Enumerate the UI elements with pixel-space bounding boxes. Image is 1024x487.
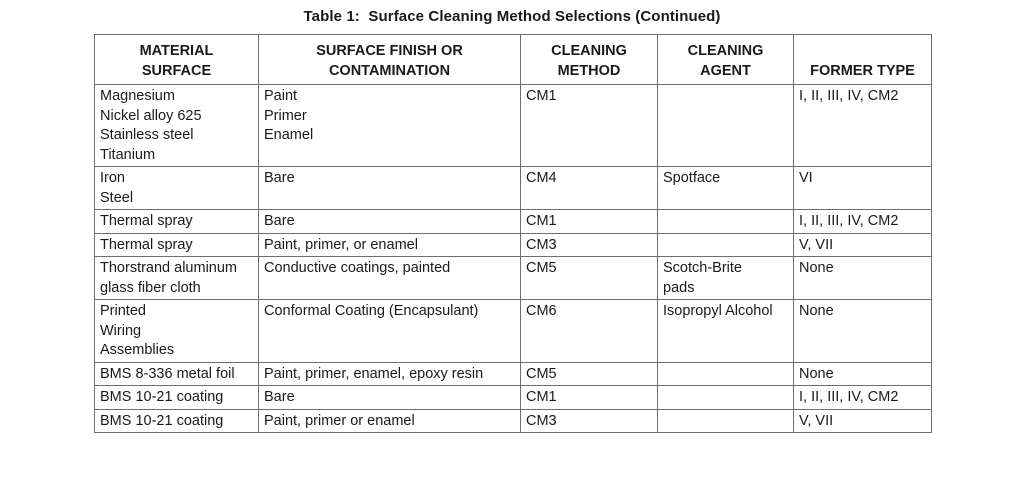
cell-line: CM3 (526, 412, 557, 429)
cell-line: Bare (264, 213, 295, 229)
header-line: FORMER TYPE (810, 63, 915, 79)
cell-line: None (799, 303, 834, 319)
cell-former-type (794, 167, 932, 210)
cell-finish (259, 257, 521, 300)
header-line: MATERIAL (139, 43, 214, 59)
cell-line: VI (799, 170, 813, 186)
cell-line: I, II, III, IV, CM2 (799, 389, 899, 405)
column-header-cleaning-method (521, 35, 658, 85)
cell-material (95, 233, 259, 257)
cell-line: Thermal spray (100, 236, 193, 253)
cell-line: Isopropyl Alcohol (663, 303, 773, 319)
cell-finish (259, 167, 521, 210)
header-line: CLEANING (551, 43, 627, 59)
cell-line: CM5 (526, 260, 557, 276)
cell-method (521, 386, 658, 410)
cell-former-type (794, 257, 932, 300)
cell-line: Paint, primer, or enamel (264, 236, 418, 253)
cell-method (521, 257, 658, 300)
cell-line: V, VII (799, 236, 834, 253)
table-row (95, 85, 932, 167)
cell-agent (658, 300, 794, 363)
cell-line: Paint, primer or enamel (264, 412, 415, 429)
cell-agent (658, 362, 794, 386)
cell-finish (259, 300, 521, 363)
cell-agent (658, 386, 794, 410)
cell-line: Wiring (100, 322, 142, 339)
cell-material (95, 257, 259, 300)
table-row (95, 409, 932, 433)
cell-finish (259, 233, 521, 257)
cell-line: CM3 (526, 236, 557, 253)
cell-line: Bare (264, 389, 295, 405)
cell-line: Bare (264, 170, 295, 186)
column-header-former-type (794, 35, 932, 85)
cell-line: Stainless steel (100, 127, 194, 143)
cell-former-type (794, 362, 932, 386)
cell-line: CM1 (526, 213, 557, 229)
cell-line: Printed (100, 303, 146, 319)
cell-material (95, 167, 259, 210)
cell-line: pads (663, 279, 695, 296)
cell-former-type (794, 85, 932, 167)
header-line: CONTAMINATION (328, 63, 451, 79)
header-line: SURFACE FINISH OR (316, 43, 463, 59)
cell-line: CM5 (526, 365, 557, 382)
cell-finish (259, 362, 521, 386)
cell-finish (259, 85, 521, 167)
cell-material (95, 386, 259, 410)
cell-agent (658, 85, 794, 167)
column-header-surface-finish (259, 35, 521, 85)
cell-line: Scotch-Brite (663, 260, 742, 276)
cell-line: V, VII (799, 412, 834, 429)
header-line: CLEANING (687, 43, 764, 59)
header-line: AGENT (700, 63, 751, 79)
cell-line: Enamel (264, 127, 314, 143)
cell-method (521, 300, 658, 363)
table-row (95, 300, 932, 363)
cell-method (521, 210, 658, 234)
cell-finish (259, 409, 521, 433)
cell-line: None (799, 260, 834, 276)
cell-line: Assemblies (100, 342, 175, 358)
cell-line: Primer (264, 107, 307, 124)
table-row (95, 362, 932, 386)
cell-line: BMS 8-336 metal foil (100, 365, 235, 382)
cell-method (521, 362, 658, 386)
cell-line: Thorstrand aluminum (100, 260, 237, 276)
column-header-material-surface (95, 35, 259, 85)
cell-line: glass fiber cloth (100, 279, 201, 296)
cell-line: Paint, primer, enamel, epoxy resin (264, 365, 484, 382)
cell-line: Nickel alloy 625 (100, 107, 202, 124)
cell-line: I, II, III, IV, CM2 (799, 213, 899, 229)
table-row (95, 257, 932, 300)
cell-line: None (799, 365, 834, 382)
cell-line: Conductive coatings, painted (264, 260, 451, 276)
cell-agent (658, 167, 794, 210)
cell-material (95, 409, 259, 433)
cleaning-method-table (94, 34, 932, 433)
cell-line: Conformal Coating (Encapsulant) (264, 303, 479, 319)
cell-line: I, II, III, IV, CM2 (799, 88, 899, 104)
cell-method (521, 85, 658, 167)
cell-line: Paint (264, 88, 298, 104)
cell-agent (658, 409, 794, 433)
cell-line: Titanium (100, 146, 156, 163)
cell-line: CM1 (526, 88, 557, 104)
cell-method (521, 409, 658, 433)
cell-material (95, 362, 259, 386)
cell-agent (658, 233, 794, 257)
table-caption: Table 1: Surface Cleaning Method Selections (Continued) (303, 8, 721, 25)
table-row (95, 386, 932, 410)
cell-former-type (794, 233, 932, 257)
cell-finish (259, 210, 521, 234)
header-line: SURFACE (141, 63, 212, 79)
header-row (95, 35, 932, 85)
table-row (95, 210, 932, 234)
cell-line: Steel (100, 189, 134, 206)
cell-line: Thermal spray (100, 213, 193, 229)
table-row (95, 233, 932, 257)
cell-method (521, 167, 658, 210)
cell-finish (259, 386, 521, 410)
header-line: METHOD (557, 63, 621, 79)
column-header-cleaning-agent (658, 35, 794, 85)
cell-former-type (794, 300, 932, 363)
cell-agent (658, 210, 794, 234)
cell-former-type (794, 386, 932, 410)
table-row (95, 167, 932, 210)
cell-material (95, 85, 259, 167)
cell-agent (658, 257, 794, 300)
cell-line: Iron (100, 170, 125, 186)
cell-method (521, 233, 658, 257)
cell-former-type (794, 210, 932, 234)
cell-line: Spotface (663, 170, 721, 186)
cell-line: CM6 (526, 303, 557, 319)
cell-line: BMS 10-21 coating (100, 412, 224, 429)
cell-material (95, 210, 259, 234)
cell-line: Magnesium (100, 88, 175, 104)
cell-line: BMS 10-21 coating (100, 389, 224, 405)
cell-line: CM1 (526, 389, 557, 405)
cell-line: CM4 (526, 170, 557, 186)
cell-former-type (794, 409, 932, 433)
cell-material (95, 300, 259, 363)
